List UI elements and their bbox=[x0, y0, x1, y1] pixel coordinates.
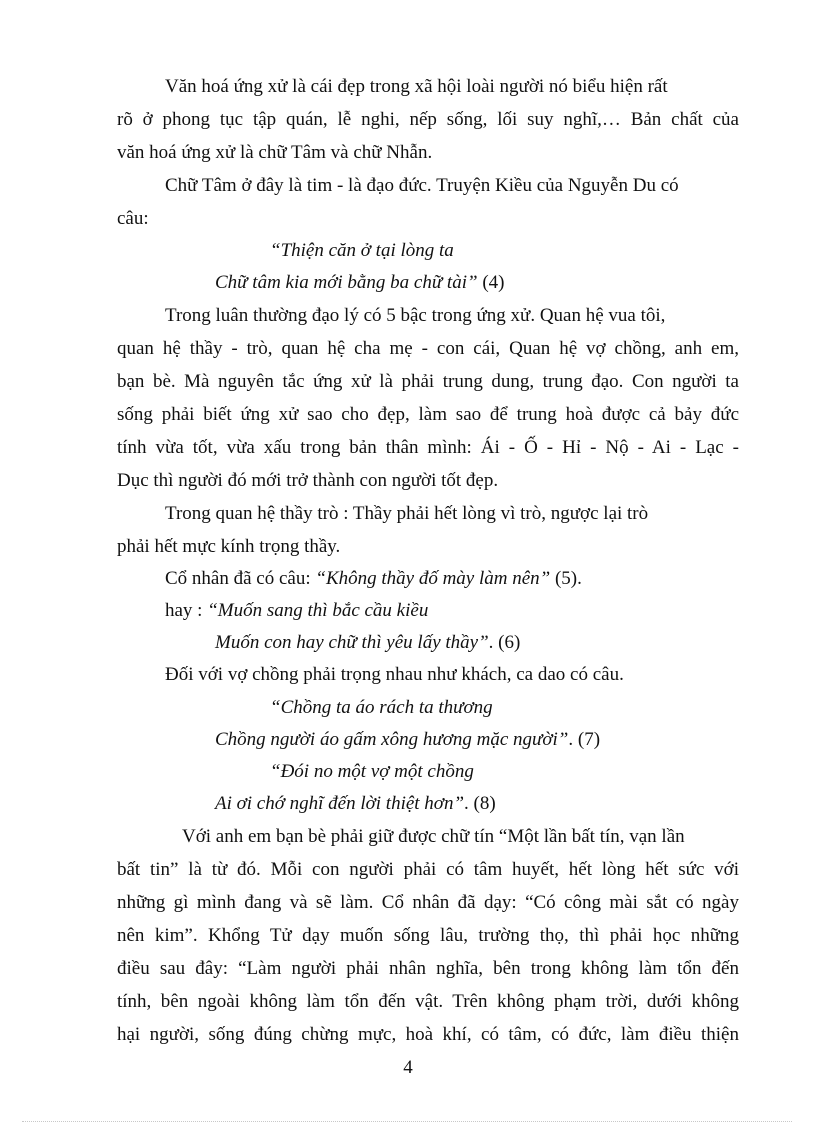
paragraph-line: Văn hoá ứng xử là cái đẹp trong xã hội loài người nó biểu hiện rất bbox=[165, 76, 668, 97]
page-number: 4 bbox=[403, 1057, 413, 1078]
paragraph-line: Chữ Tâm ở đây là tim - là đạo đức. Truyện Kiều của Nguyễn Du có bbox=[165, 175, 679, 196]
paragraph-line bbox=[165, 567, 582, 591]
citation: (5). bbox=[550, 568, 582, 589]
paragraph-line: tính, bên ngoài không làm tổn đến vật. Trên không phạm trời, dưới không bbox=[117, 991, 739, 1012]
poem-line bbox=[215, 271, 504, 295]
paragraph-line: rõ ở phong tục tập quán, lễ nghi, nếp sống, lối suy nghĩ,… Bản chất của bbox=[117, 109, 739, 130]
paragraph-line: Dục thì người đó mới trở thành con người tốt đẹp. bbox=[117, 470, 499, 491]
page-border bbox=[22, 1121, 792, 1122]
paragraph-line: phải hết mực kính trọng thầy. bbox=[117, 536, 341, 557]
paragraph-line: bạn bè. Mà nguyên tắc ứng xử là phải trung dung, trung đạo. Con người ta bbox=[117, 371, 739, 392]
poem-line bbox=[215, 631, 520, 655]
poem-line: “Đói no một vợ một chồng bbox=[270, 761, 474, 782]
citation: (4) bbox=[477, 272, 505, 293]
paragraph-line: Trong luân thường đạo lý có 5 bậc trong ứng xử. Quan hệ vua tôi, bbox=[165, 305, 666, 326]
poem-line bbox=[165, 599, 428, 623]
quote: Chồng người áo gấm xông hương mặc người” bbox=[215, 729, 569, 750]
paragraph-line: sống phải biết ứng xử sao cho đẹp, làm sao để trung hoà được cả bảy đức bbox=[117, 404, 739, 425]
paragraph-line: câu: bbox=[117, 208, 149, 229]
poem-line: “Chồng ta áo rách ta thương bbox=[270, 697, 493, 718]
paragraph-line: quan hệ thầy - trò, quan hệ cha mẹ - con cái, Quan hệ vợ chồng, anh em, bbox=[117, 338, 739, 359]
citation: . (6) bbox=[488, 632, 521, 653]
text: Cổ nhân đã có câu: bbox=[165, 568, 316, 589]
paragraph-line: Với anh em bạn bè phải giữ được chữ tín “Một lần bất tín, vạn lần bbox=[182, 826, 685, 847]
citation: . (7) bbox=[568, 729, 601, 750]
paragraph-line: Đối với vợ chồng phải trọng nhau như khách, ca dao có câu. bbox=[165, 664, 624, 685]
text: hay : bbox=[165, 600, 208, 621]
paragraph-line: những gì mình đang và sẽ làm. Cổ nhân đã dạy: “Có công mài sắt có ngày bbox=[117, 892, 739, 913]
paragraph-line: Trong quan hệ thầy trò : Thầy phải hết lòng vì trò, ngược lại trò bbox=[165, 503, 649, 524]
poem-line bbox=[215, 792, 496, 816]
poem-line bbox=[215, 728, 600, 752]
paragraph-line: hại người, sống đúng chừng mực, hoà khí, có tâm, có đức, làm điều thiện bbox=[117, 1024, 739, 1045]
poem-line: “Thiện căn ở tại lòng ta bbox=[270, 240, 454, 261]
paragraph-line: điều sau đây: “Làm người phải nhân nghĩa, bên trong không làm tổn đến bbox=[117, 958, 739, 979]
quote: “Không thầy đố mày làm nên” bbox=[315, 568, 551, 589]
citation: . (8) bbox=[464, 793, 496, 814]
quote: Ai ơi chớ nghĩ đến lời thiệt hơn” bbox=[215, 793, 465, 814]
quote: “Muốn sang thì bắc cầu kiều bbox=[207, 600, 429, 621]
paragraph-line: văn hoá ứng xử là chữ Tâm và chữ Nhẫn. bbox=[117, 142, 433, 163]
poem-text: Chữ tâm kia mới bằng ba chữ tài” bbox=[215, 272, 478, 293]
paragraph-line: nên kim”. Khổng Tử dạy muốn sống lâu, trường thọ, thì phải học những bbox=[117, 925, 739, 946]
paragraph-line: bất tin” là từ đó. Mỗi con người phải có tâm huyết, hết lòng hết sức với bbox=[117, 859, 739, 880]
paragraph-line: tính vừa tốt, vừa xấu trong bản thân mình: Ái - Ố - Hỉ - Nộ - Ai - Lạc - bbox=[117, 437, 739, 458]
quote: Muốn con hay chữ thì yêu lấy thầy” bbox=[215, 632, 489, 653]
